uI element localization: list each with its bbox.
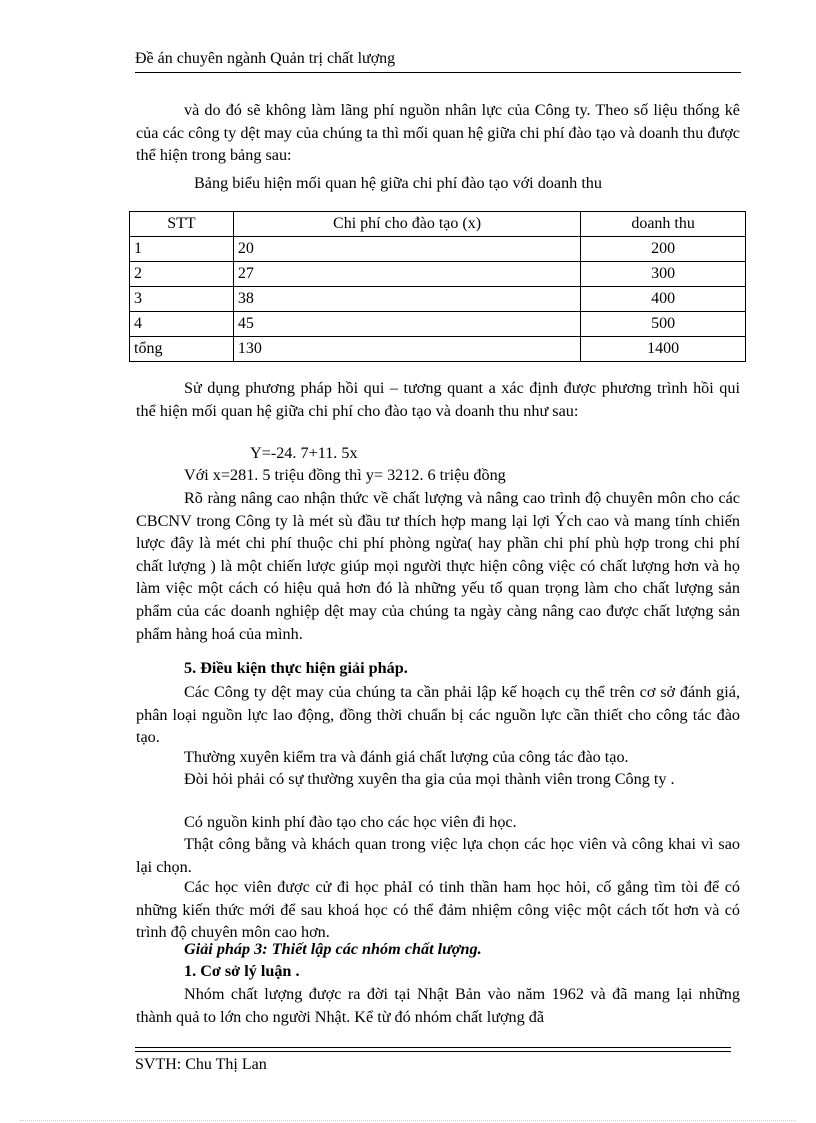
cell-cost: 20 — [233, 237, 580, 262]
table-row — [130, 237, 746, 262]
cell-revenue: 400 — [581, 287, 746, 312]
cell-stt: 4 — [130, 312, 234, 337]
table-row — [130, 287, 746, 312]
cell-stt: 2 — [130, 262, 234, 287]
intro-paragraph: và do đó sẽ không làm lãng phí nguồn nhân lực của Công ty. Theo số liệu thống kê của các công ty dệt may của chúng ta thì mối quan hệ giữa chi phí đào tạo và doanh thu được thể hiện trong bảng sau: — [136, 101, 740, 165]
conditions-paragraph-3: Đòi hỏi phải có sự thường xuyên tha gia của mọi thành viên trong Công ty . — [184, 770, 675, 788]
cell-revenue: 200 — [581, 237, 746, 262]
cell-revenue: 300 — [581, 262, 746, 287]
conclusion-paragraph: Rõ ràng nâng cao nhận thức về chất lượng và nâng cao trình độ chuyên môn cho các CBCNV trong Công ty là mét sù đầu tư thích hợp mang lại lợi Ých cao và mang tính chiến lược đây là mét chi phí thuộc chi phí phòng ngừa( hay phần chi phí phù hợp trong chi phí chất lượng ) là một chiến lược giúp mọi người thực hiện công việc có chất lượng hơn và họ làm việc một cách có hiệu quả hơn đó là những yếu tố quan trọng làm cho chất lượng sản phẩm của các doanh nghiệp dệt may của chúng ta ngày càng nâng cao được chất lượng sản phẩm hàng hoá của mình. — [136, 489, 740, 643]
regression-paragraph: Sử dụng phương pháp hồi qui – tương quant a xác định được phương trình hồi qui thể hiện mối quan hệ giữa chi phí cho đào tạo và doanh thu như sau: — [136, 379, 740, 420]
cell-revenue: 500 — [581, 312, 746, 337]
cost-revenue-table — [129, 211, 746, 362]
cell-cost: 27 — [233, 262, 580, 287]
table-row — [130, 312, 746, 337]
solution3-subheading: 1. Cơ sở lý luận . — [184, 962, 300, 980]
table-total-row — [130, 337, 746, 362]
column-header-cost: Chi phí cho đào tạo (x) — [233, 212, 580, 237]
regression-equation: Y=-24. 7+11. 5x — [250, 444, 358, 462]
table-caption: Bảng biểu hiện mối quan hệ giữa chi phí đào tạo với doanh thu — [194, 174, 602, 192]
cell-cost: 130 — [233, 337, 580, 362]
footer-author: SVTH: Chu Thị Lan — [135, 1056, 267, 1073]
regression-result: Với x=281. 5 triệu đồng thì y= 3212. 6 triệu đồng — [184, 466, 506, 484]
solution3-heading: Giải pháp 3: Thiết lập các nhóm chất lượng. — [184, 940, 482, 958]
cell-revenue: 1400 — [581, 337, 746, 362]
conditions-paragraph-5: Thật công bằng và khách quan trong việc lựa chọn các học viên và công khai vì sao lại chọn. — [136, 835, 740, 876]
table-row — [130, 262, 746, 287]
conditions-paragraph-2: Thường xuyên kiểm tra và đánh giá chất lượng của công tác đào tạo. — [184, 748, 629, 766]
footer-divider — [135, 1051, 731, 1052]
column-header-revenue: doanh thu — [581, 212, 746, 237]
conditions-paragraph-6: Các học viên được cử đi học phảI có tinh thần ham học hỏi, cố gắng tìm tòi để có những kiến thức mới để sau khoá học có thể đảm nhiệm công việc một cách tốt hơn và có trình độ chuyên môn cao hơn. — [136, 878, 740, 942]
solution3-paragraph: Nhóm chất lượng được ra đời tại Nhật Bản vào năm 1962 và đã mang lại những thành quả to lớn cho người Nhật. Kể từ đó nhóm chất lượng đã — [136, 985, 740, 1026]
cell-cost: 38 — [233, 287, 580, 312]
footer-divider — [135, 1047, 731, 1048]
header-divider — [135, 72, 741, 73]
cell-stt: 3 — [130, 287, 234, 312]
cell-cost: 45 — [233, 312, 580, 337]
page-bottom-edge — [20, 1120, 796, 1121]
column-header-stt: STT — [130, 212, 234, 237]
conditions-paragraph-4: Có nguồn kinh phí đào tạo cho các học viên đi học. — [184, 813, 517, 831]
cell-stt: 1 — [130, 237, 234, 262]
cell-stt: tổng — [130, 337, 234, 362]
conditions-heading: 5. Điều kiện thực hiện giải pháp. — [184, 659, 408, 677]
table-header-row — [130, 212, 746, 237]
conditions-paragraph-1: Các Công ty dệt may của chúng ta cần phải lập kế hoạch cụ thể trên cơ sở đánh giá, phân loại nguồn lực lao động, đồng thời chuẩn bị các nguồn lực cần thiết cho công tác đào tạo. — [136, 683, 740, 747]
page-header-title: Đề án chuyên ngành Quản trị chất lượng — [135, 50, 396, 67]
